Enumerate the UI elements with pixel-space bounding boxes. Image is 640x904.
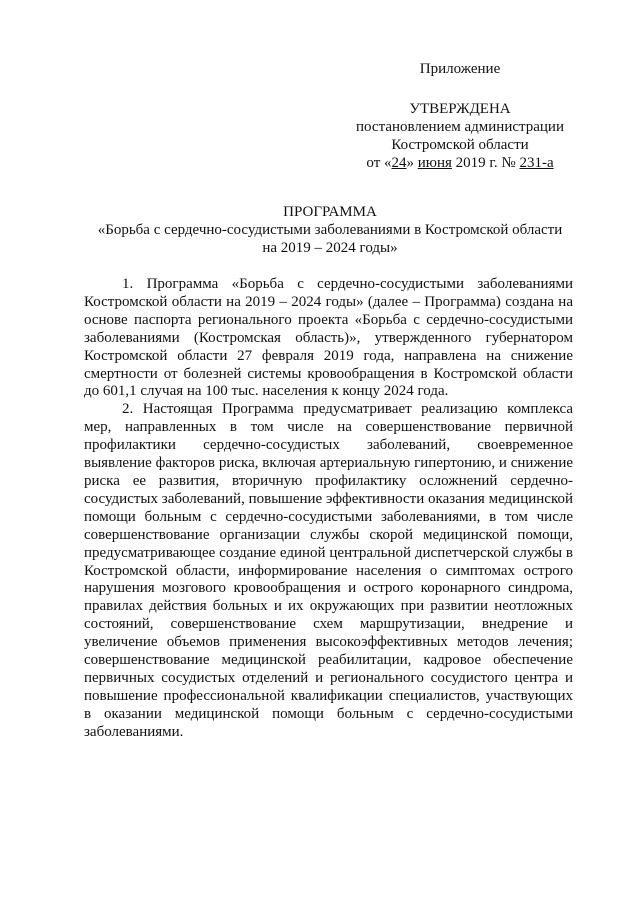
paragraph-1: 1. Программа «Борьба с сердечно-сосудистыми заболеваниями Костромской области на 2019 – 2024 годы» (далее – Программа) создана на основе паспорта регионального проекта «Борьба с сердечно-сосудистыми заболеваниями (Костромская область)», утвержденного губернатором Костромской области 27 февраля 2019 года, направлена на снижение смертности от болезней системы кровообращения в Костромской области до 601,1 случая на 100 тыс. населения к концу 2024 года. xyxy=(84,276,573,400)
resolution-date xyxy=(300,154,620,172)
paragraph-2: 2. Настоящая Программа предусматривает реализацию комплекса мер, направленных в том числе на совершенствование первичной профилактики сердечно-сосудистых заболеваний, своевременное выявление факторов риска, включая артериальную гипертонию, и снижение риска ее развития, вторичную профилактику осложнений сердечно-сосудистых заболеваний, повышение эффективности оказания медицинской помощи больным с сердечно-сосудистыми заболеваниями, в том числе совершенствование организации службы скорой медицинской помощи, предусматривающее создание единой центральной диспетчерской службы в Костромской области, информирование населения о симптомах острого нарушения мозгового кровообращения и острого коронарного синдрома, правилах действия больных и их окружающих при развитии неотложных состояний, совершенствование схем маршрутизации, внедрение и увеличение объемов применения высокоэффективных методов лечения; совершенствование медицинской реабилитации, кадровое обеспечение первичных сосудистых отделений и регионального сосудистого центра и повышение профессиональной квалификации специалистов, участвующих в оказании медицинской помощи больным с сердечно-сосудистыми заболеваниями. xyxy=(84,401,573,740)
program-heading: ПРОГРАММА xyxy=(283,204,377,220)
resolution-line-1: постановлением администрации xyxy=(356,119,564,135)
date-month: июня xyxy=(417,155,452,171)
date-day: 24 xyxy=(391,155,407,171)
resolution-line-2: Костромской области xyxy=(391,137,529,153)
document-body xyxy=(84,276,573,742)
doc-number: 231-а xyxy=(519,155,554,171)
approval-block xyxy=(300,60,620,172)
date-year: 2019 г. № xyxy=(451,155,520,171)
annex-label: Приложение xyxy=(419,61,501,77)
date-mid: » xyxy=(406,155,418,171)
date-prefix: от « xyxy=(366,155,392,171)
program-title-line-2: на 2019 – 2024 годы» xyxy=(262,240,398,256)
approved-label: УТВЕРЖДЕНА xyxy=(409,101,511,117)
program-title-line-1: «Борьба с сердечно-сосудистыми заболеваниями в Костромской области xyxy=(97,222,563,238)
program-title xyxy=(60,203,600,257)
